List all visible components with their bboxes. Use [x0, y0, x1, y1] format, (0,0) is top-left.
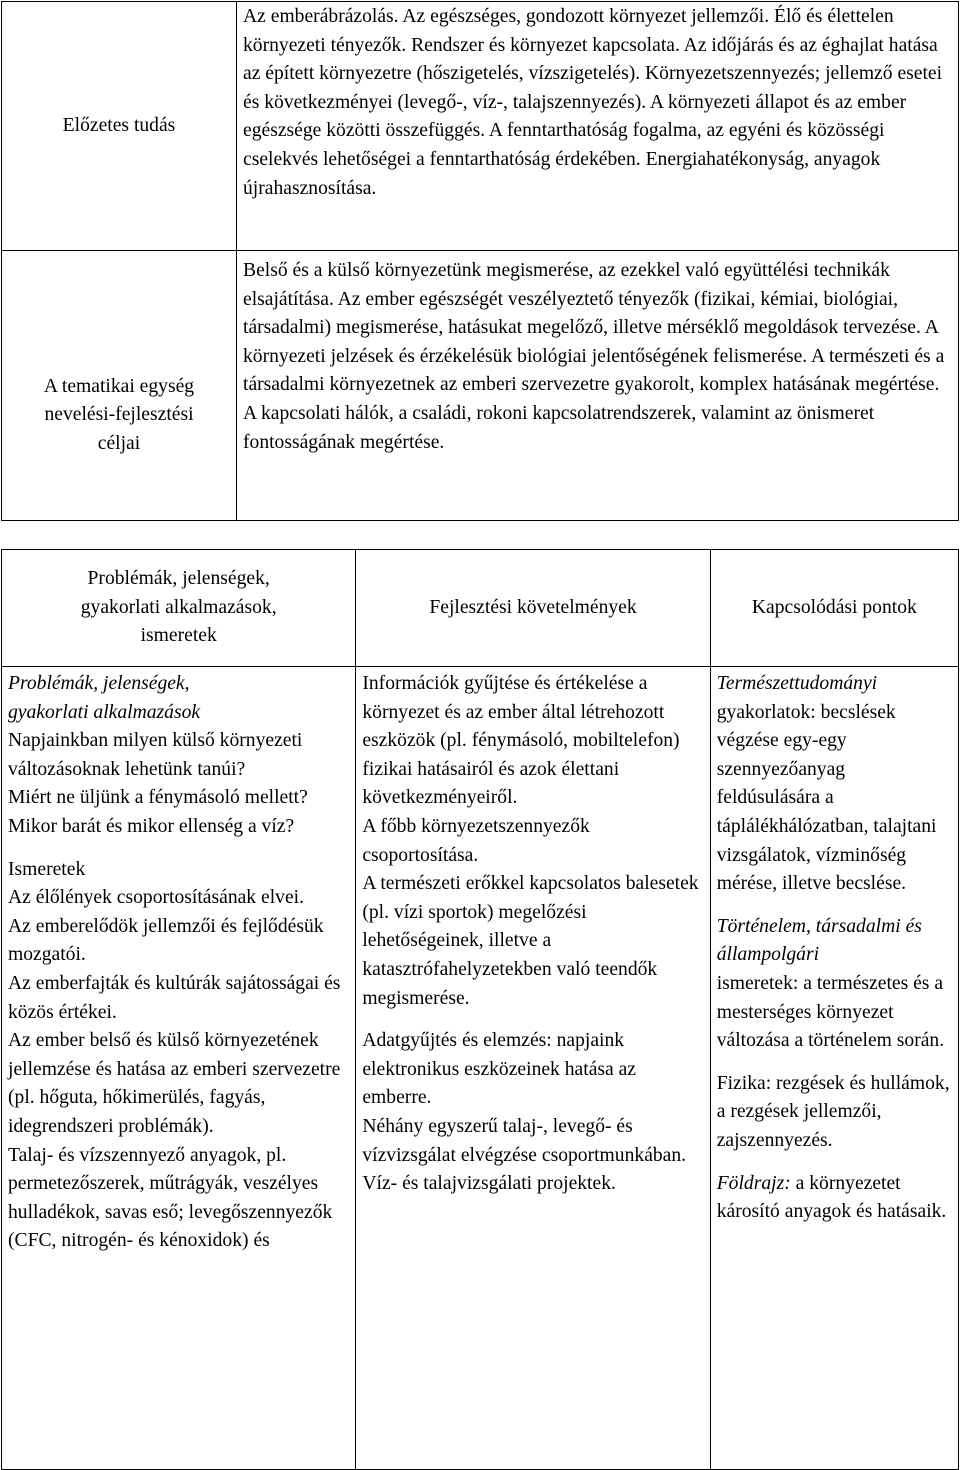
header-problems — [2, 550, 356, 667]
connection-text-physics: Fizika: rezgések és hullámok, a rezgések jellemzői, zajszennyezés. — [716, 1072, 950, 1151]
requirement-item: Víz- és talajvizsgálati projektek. — [362, 1173, 616, 1195]
requirement-item: Adatgyűjtés és elemzés: napjaink elektronikus eszközeinek hatása az emberre. — [362, 1030, 637, 1109]
goals-text — [237, 251, 959, 521]
goals-label-line2: nevelési-fejlesztési — [44, 404, 194, 426]
header-connections — [710, 550, 958, 667]
info-table — [1, 1, 959, 521]
knowledge-item: Talaj- és vízszennyező anyagok, pl. permetezőszerek, műtrágyák, veszélyes hulladékok, savas eső; levegőszennyezők (CFC, nitrogén- és kénoxidok) és — [8, 1144, 333, 1252]
problems-cell — [2, 667, 356, 1470]
row-prior-knowledge — [2, 2, 959, 251]
header-requirements — [356, 550, 710, 667]
prior-knowledge-label — [2, 2, 237, 251]
connections-cell — [710, 667, 958, 1470]
requirement-item: Információk gyűjtése és értékelése a környezet és az ember által létrehozott eszközök (pl. fénymásoló, mobiltelefon) fizikai hatásairól és azok élettani következményeiről. — [362, 673, 680, 809]
connection-subject-geography: Földrajz: — [716, 1172, 791, 1194]
knowledge-label: Ismeretek — [8, 858, 86, 880]
connection-text-science: gyakorlatok: becslések végzése egy-egy szennyezőanyag feldúsulására a táplálékhálózatban, talajtani vizsgálatok, vízminőség mérése, illetve becslése. — [716, 701, 937, 895]
requirement-item: A főbb környezetszennyezők csoportosítása. — [362, 815, 590, 866]
header-requirements-text: Fejlesztési követelmények — [429, 596, 637, 618]
knowledge-item: Az ember belső és külső környezetének jellemzése és hatása az emberi szervezetre (pl. hőguta, hőkimerülés, fagyás, idegrendszeri problémák). — [8, 1030, 341, 1137]
curriculum-content-row — [2, 667, 959, 1470]
requirement-item: Néhány egyszerű talaj-, levegő- és vízvizsgálat elvégzése csoportmunkában. — [362, 1115, 687, 1166]
header-problems-line3: ismeretek — [140, 625, 217, 647]
requirements-cell — [356, 667, 710, 1470]
knowledge-item: Az emberfajták és kultúrák sajátosságai és közös értékei. — [8, 972, 341, 1023]
requirement-item: A természeti erőkkel kapcsolatos balesetek (pl. vízi sportok) megelőzési lehetőségeinek, illetve a katasztrófahelyzetekben való teendők megismerése. — [362, 873, 699, 1009]
goals-label-line3: céljai — [97, 432, 141, 454]
curriculum-table — [1, 549, 959, 1470]
header-problems-line1: Problémák, jelenségek, — [87, 568, 270, 590]
curriculum-header-row — [2, 550, 959, 667]
prior-knowledge-label-text: Előzetes tudás — [62, 114, 176, 136]
prior-knowledge-text — [237, 2, 959, 251]
knowledge-item: Az élőlények csoportosításának elvei. — [8, 887, 304, 909]
connection-text-geography: a környezetet károsító anyagok és hatásaik. — [716, 1172, 947, 1223]
goals-label-line1: A tematikai egység — [43, 375, 195, 397]
connection-subject-history: Történelem, társadalmi és állampolgári — [716, 915, 922, 966]
question-item: Miért ne üljünk a fénymásoló mellett? — [8, 787, 308, 809]
goals-body: Belső és a külső környezetünk megismerése, az ezekkel való együttélési technikák elsajátítása. Az ember egészségét veszélyeztető tényezők (fizikai, kémiai, biológiai, társadalmi) megismerése, hatásukat megelőző, illetve mérséklő megoldások tervezése. A környezeti jelzések és érzékelésük biológiai jelentőségének felismerése. A természeti és a társadalmi környezetnek az emberi szervezetre gyakorolt, komplex hatásának megértése. A kapcsolati hálók, a családi, rokoni kapcsolatrendszerek, valamint az önismeret fontosságának megértése. — [243, 260, 945, 453]
row-goals — [2, 251, 959, 521]
header-connections-text: Kapcsolódási pontok — [751, 596, 917, 618]
problems-italic-heading: Problémák, jelenségek, — [8, 673, 190, 694]
knowledge-item: Az emberelődök jellemzői és fejlődésük mozgatói. — [8, 915, 324, 966]
goals-label — [2, 251, 237, 521]
connection-geography — [717, 1170, 952, 1227]
prior-knowledge-body: Az emberábrázolás. Az egészséges, gondozott környezet jellemzői. Élő és élettelen környezeti tényezők. Rendszer és környezet kapcsolata. Az időjárás és az éghajlat hatása az épített környezetre (hőszigetelés, vízszigetelés). Környezetszennyezés; jellemző esetei és következményei (levegő-, víz-, talajszennyezés). A környezeti állapot és az ember egészsége közötti összefüggés. A fenntarthatóság fogalma, az egyéni és közösségi cselekvés lehetőségei a fenntarthatóság érdekében. Energiahatékonyság, anyagok újrahasznosítása. — [243, 6, 943, 199]
question-item: Napjainkban milyen külső környezeti változásoknak lehetünk tanúi? — [8, 730, 303, 780]
header-problems-line2: gyakorlati alkalmazások, — [80, 596, 277, 618]
connection-subject-science: Természettudományi — [716, 673, 878, 694]
problems-italic-heading-2: gyakorlati alkalmazások — [8, 701, 201, 723]
question-item: Mikor barát és mikor ellenség a víz? — [8, 815, 295, 837]
connection-text-history: ismeretek: a természetes és a mesterséges környezet változása a történelem során. — [716, 972, 945, 1052]
